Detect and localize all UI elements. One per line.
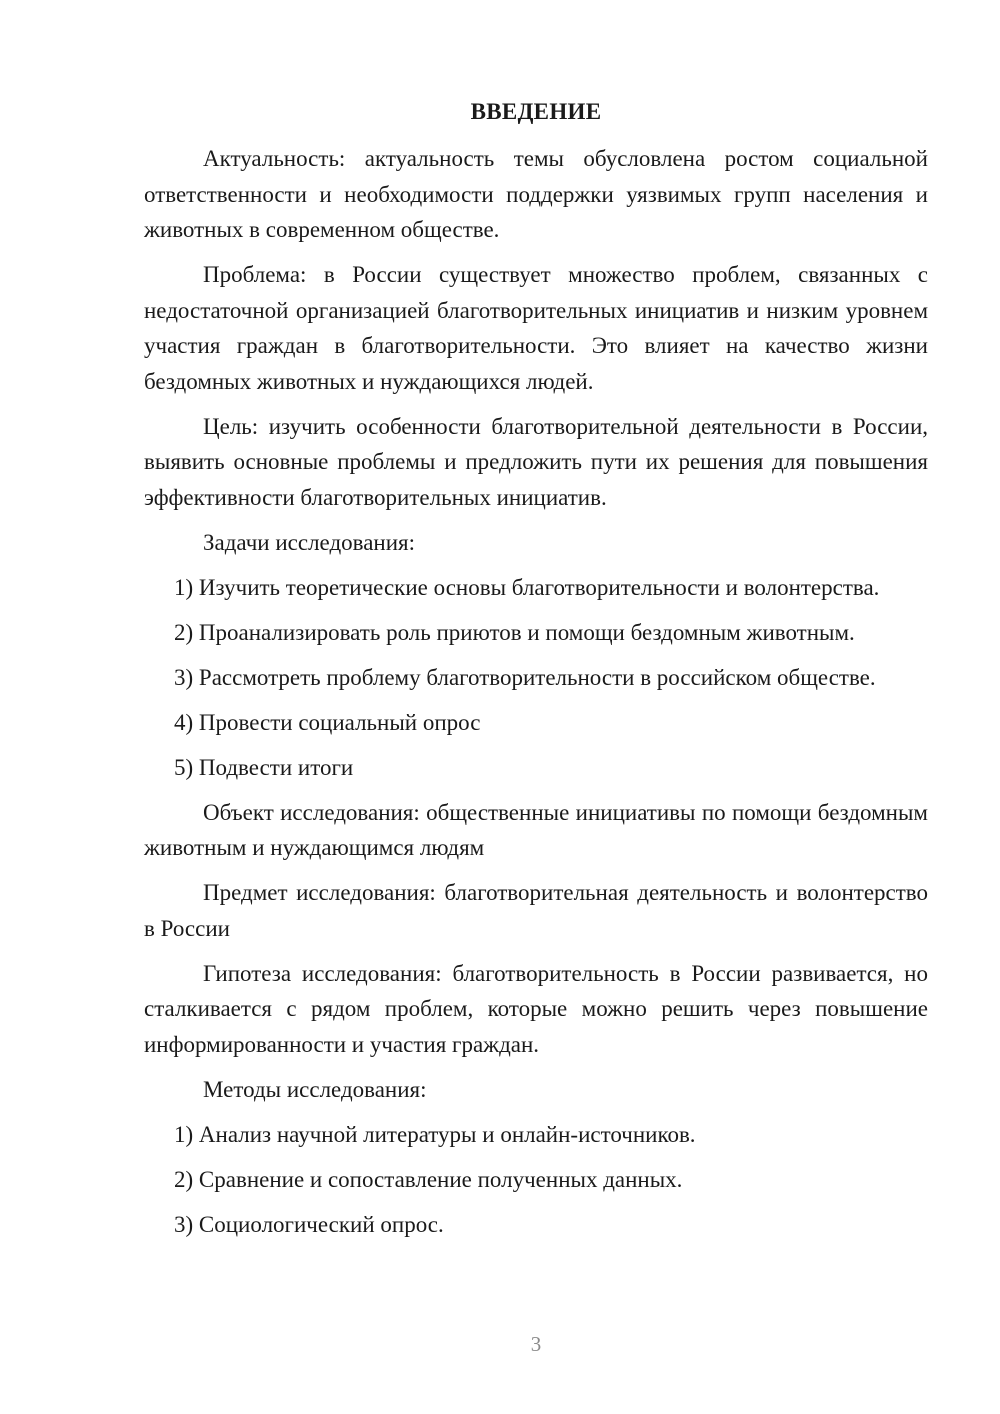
paragraph-object: Объект исследования: общественные инициативы по помощи бездомным животным и нуждающимся людям <box>144 799 928 860</box>
list-item-method-3: 3) Социологический опрос. <box>174 1211 444 1237</box>
document-body <box>144 141 928 1252</box>
paragraph-relevance: Актуальность: актуальность темы обусловлена ростом социальной ответственности и необходимости поддержки уязвимых групп населения и животных в современном обществе. <box>144 146 928 242</box>
list-item-task-2: 2) Проанализировать роль приютов и помощи бездомным животным. <box>174 619 855 645</box>
page-number: 3 <box>530 1332 542 1356</box>
list-item-method-1: 1) Анализ научной литературы и онлайн-источников. <box>174 1121 696 1147</box>
list-item-method-2: 2) Сравнение и сопоставление полученных данных. <box>174 1166 683 1192</box>
paragraph-subject: Предмет исследования: благотворительная деятельность и волонтерство в России <box>144 880 928 941</box>
list-item-task-1: 1) Изучить теоретические основы благотворительности и волонтерства. <box>174 574 880 600</box>
section-title: ВВЕДЕНИЕ <box>470 99 602 124</box>
paragraph-hypothesis: Гипотеза исследования: благотворительность в России развивается, но сталкивается с рядом проблем, которые можно решить через повышение информированности и участия граждан. <box>144 960 928 1057</box>
list-item-task-4: 4) Провести социальный опрос <box>174 709 481 735</box>
paragraph-tasks-heading: Задачи исследования: <box>203 529 416 555</box>
paragraph-goal: Цель: изучить особенности благотворительной деятельности в России, выявить основные проблемы и предложить пути их решения для повышения эффективности благотворительных инициатив. <box>144 413 928 510</box>
paragraph-methods-heading: Методы исследования: <box>203 1076 427 1102</box>
list-item-task-5: 5) Подвести итоги <box>174 754 354 780</box>
paragraph-problem: Проблема: в России существует множество проблем, связанных с недостаточной организацией благотворительных инициатив и низким уровнем участия граждан в благотворительности. Это влияет на качество жизни бездомных животных и нуждающихся людей. <box>144 262 928 394</box>
list-item-task-3: 3) Рассмотреть проблему благотворительности в российском обществе. <box>174 664 876 690</box>
